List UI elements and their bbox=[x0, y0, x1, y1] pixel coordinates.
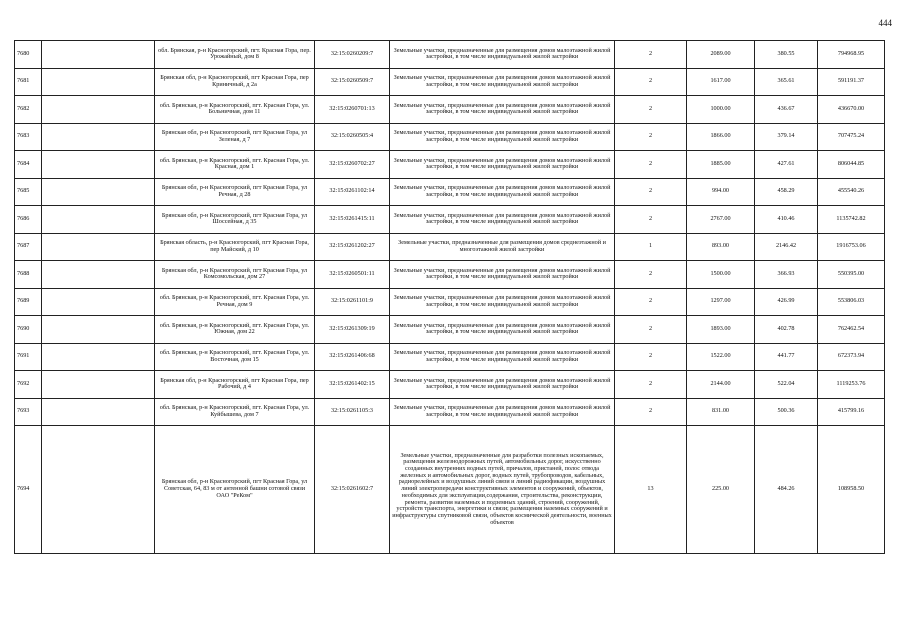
area-cell: 1893.00 bbox=[687, 316, 755, 344]
table-row bbox=[15, 261, 885, 289]
land-use-cell: Земельные участки, предназначенные для размещения домов среднеэтажной и многоэтажной жилой застройки bbox=[390, 233, 615, 261]
category-code-cell: 2 bbox=[615, 123, 687, 151]
cadastral-number-cell: 32:15:0260501:11 bbox=[315, 261, 390, 289]
land-use-cell: Земельные участки, предназначенные для размещения домов малоэтажной жилой застройки, в том числе индивидуальной жилой застройки bbox=[390, 316, 615, 344]
area-cell: 225.00 bbox=[687, 426, 755, 554]
category-code-cell: 2 bbox=[615, 371, 687, 399]
unit-value-cell: 426.99 bbox=[755, 288, 818, 316]
cadastral-number-cell: 32:15:0261202:27 bbox=[315, 233, 390, 261]
cadastral-value-cell: 455540.26 bbox=[818, 178, 885, 206]
land-use-cell: Земельные участки, предназначенные для размещения домов малоэтажной жилой застройки, в том числе индивидуальной жилой застройки bbox=[390, 96, 615, 124]
gap-cell bbox=[42, 288, 155, 316]
table-row bbox=[15, 123, 885, 151]
address-cell: обл. Брянская, р-н Красногорский, пгт. Красная Гора, ул. Куйбышева, дом 7 bbox=[155, 398, 315, 426]
category-code-cell: 2 bbox=[615, 151, 687, 179]
unit-value-cell: 366.93 bbox=[755, 261, 818, 289]
cadastral-value-cell: 436670.00 bbox=[818, 96, 885, 124]
unit-value-cell: 427.61 bbox=[755, 151, 818, 179]
row-number: 7684 bbox=[15, 151, 42, 179]
cadastral-value-cell: 707475.24 bbox=[818, 123, 885, 151]
cadastral-number-cell: 32:15:0260702:27 bbox=[315, 151, 390, 179]
category-code-cell: 2 bbox=[615, 96, 687, 124]
table-row bbox=[15, 398, 885, 426]
cadastral-number-cell: 32:15:0261101:9 bbox=[315, 288, 390, 316]
cadastral-value-cell: 794968.95 bbox=[818, 41, 885, 69]
table-row bbox=[15, 316, 885, 344]
address-cell: обл. Брянская, р-н Красногорский, пгт. Красная Гора, ул. Южная, дом 22 bbox=[155, 316, 315, 344]
cadastral-value-cell: 108958.50 bbox=[818, 426, 885, 554]
cadastral-number-cell: 32:15:0260701:13 bbox=[315, 96, 390, 124]
page-number: 444 bbox=[878, 18, 892, 28]
category-code-cell: 2 bbox=[615, 206, 687, 234]
area-cell: 893.00 bbox=[687, 233, 755, 261]
land-use-cell: Земельные участки, предназначенные для разработки полезных ископаемых, размещения железнодорожных путей, автомобильных дорог, искусственно созданных внутренних водных путей, причалов, пристаней, полос отвода железных и автомобильных дорог, водных путей, трубопроводов, кабельных, радиорелейных и воздушных линий связи и линий радиофикации, воздушных линий электропередачи конструктивных элементов и сооружений, объектов, необходимых для эксплуатации,содержания, строительства, реконструкции, ремонта, развития наземных и подземных зданий, строений, сооружений, устройств транспорта, энергетики и связи; размещения наземных сооружений и инфраструктуры спутниковой связи, объектов космической деятельности, военных объектов bbox=[390, 426, 615, 554]
gap-cell bbox=[42, 426, 155, 554]
category-code-cell: 2 bbox=[615, 261, 687, 289]
row-number: 7687 bbox=[15, 233, 42, 261]
land-use-cell: Земельные участки, предназначенные для размещения домов малоэтажной жилой застройки, в том числе индивидуальной жилой застройки bbox=[390, 261, 615, 289]
address-cell: обл. Брянская, р-н Красногорский, пгт. Красная Гора, ул. Восточная, дом 15 bbox=[155, 343, 315, 371]
unit-value-cell: 522.04 bbox=[755, 371, 818, 399]
area-cell: 1000.00 bbox=[687, 96, 755, 124]
category-code-cell: 2 bbox=[615, 68, 687, 96]
table-row bbox=[15, 343, 885, 371]
row-number: 7681 bbox=[15, 68, 42, 96]
unit-value-cell: 484.26 bbox=[755, 426, 818, 554]
gap-cell bbox=[42, 68, 155, 96]
table-row bbox=[15, 96, 885, 124]
area-cell: 1885.00 bbox=[687, 151, 755, 179]
land-use-cell: Земельные участки, предназначенные для размещения домов малоэтажной жилой застройки, в том числе индивидуальной жилой застройки bbox=[390, 288, 615, 316]
row-number: 7694 bbox=[15, 426, 42, 554]
table-row bbox=[15, 41, 885, 69]
unit-value-cell: 365.61 bbox=[755, 68, 818, 96]
row-number: 7680 bbox=[15, 41, 42, 69]
table-row bbox=[15, 206, 885, 234]
address-cell: Брянская обл, р-н Красногорский, пгт Красная Гора, пер Рабочий, д 4 bbox=[155, 371, 315, 399]
unit-value-cell: 410.46 bbox=[755, 206, 818, 234]
area-cell: 2144.00 bbox=[687, 371, 755, 399]
table-row bbox=[15, 288, 885, 316]
unit-value-cell: 380.55 bbox=[755, 41, 818, 69]
unit-value-cell: 436.67 bbox=[755, 96, 818, 124]
row-number: 7692 bbox=[15, 371, 42, 399]
gap-cell bbox=[42, 371, 155, 399]
category-code-cell: 2 bbox=[615, 288, 687, 316]
cadastral-value-cell: 553806.03 bbox=[818, 288, 885, 316]
cadastral-number-cell: 32:15:0260509:7 bbox=[315, 68, 390, 96]
category-code-cell: 2 bbox=[615, 398, 687, 426]
row-number: 7689 bbox=[15, 288, 42, 316]
gap-cell bbox=[42, 41, 155, 69]
table-row bbox=[15, 426, 885, 554]
gap-cell bbox=[42, 343, 155, 371]
area-cell: 2767.00 bbox=[687, 206, 755, 234]
cadastral-value-cell: 1119253.76 bbox=[818, 371, 885, 399]
address-cell: обл. Брянская, р-н Красногорский, пгт. Красная Гора, ул. Красная, дом 1 bbox=[155, 151, 315, 179]
gap-cell bbox=[42, 96, 155, 124]
category-code-cell: 2 bbox=[615, 316, 687, 344]
category-code-cell: 1 bbox=[615, 233, 687, 261]
gap-cell bbox=[42, 261, 155, 289]
address-cell: обл. Брянская, р-н Красногорский, пгт. Красная Гора, ул. Больничная, дом 11 bbox=[155, 96, 315, 124]
table-row bbox=[15, 371, 885, 399]
address-cell: Брянская обл, р-н Красногорский, пгт Красная Гора, ул Комсомольская, дом 27 bbox=[155, 261, 315, 289]
table-row bbox=[15, 151, 885, 179]
table-row bbox=[15, 178, 885, 206]
gap-cell bbox=[42, 233, 155, 261]
cadastral-value-cell: 806044.85 bbox=[818, 151, 885, 179]
land-use-cell: Земельные участки, предназначенные для размещения домов малоэтажной жилой застройки, в том числе индивидуальной жилой застройки bbox=[390, 178, 615, 206]
cadastral-number-cell: 32:15:0261402:15 bbox=[315, 371, 390, 399]
cadastral-value-cell: 1135742.82 bbox=[818, 206, 885, 234]
unit-value-cell: 2146.42 bbox=[755, 233, 818, 261]
cadastral-value-cell: 1916753.06 bbox=[818, 233, 885, 261]
cadastral-value-cell: 762462.54 bbox=[818, 316, 885, 344]
unit-value-cell: 402.78 bbox=[755, 316, 818, 344]
area-cell: 1500.00 bbox=[687, 261, 755, 289]
row-number: 7686 bbox=[15, 206, 42, 234]
area-cell: 994.00 bbox=[687, 178, 755, 206]
unit-value-cell: 500.36 bbox=[755, 398, 818, 426]
land-use-cell: Земельные участки, предназначенные для размещения домов малоэтажной жилой застройки, в том числе индивидуальной жилой застройки bbox=[390, 68, 615, 96]
area-cell: 831.00 bbox=[687, 398, 755, 426]
category-code-cell: 2 bbox=[615, 41, 687, 69]
land-use-cell: Земельные участки, предназначенные для размещения домов малоэтажной жилой застройки, в том числе индивидуальной жилой застройки bbox=[390, 41, 615, 69]
gap-cell bbox=[42, 206, 155, 234]
area-cell: 1522.00 bbox=[687, 343, 755, 371]
address-cell: Брянская обл, р-н Красногорский, пгт Красная Гора, ул Речная, д 28 bbox=[155, 178, 315, 206]
cadastral-value-cell: 415799.16 bbox=[818, 398, 885, 426]
land-use-cell: Земельные участки, предназначенные для размещения домов малоэтажной жилой застройки, в том числе индивидуальной жилой застройки bbox=[390, 343, 615, 371]
row-number: 7691 bbox=[15, 343, 42, 371]
cadastral-value-cell: 591191.37 bbox=[818, 68, 885, 96]
cadastral-value-cell: 672373.94 bbox=[818, 343, 885, 371]
row-number: 7685 bbox=[15, 178, 42, 206]
cadastral-number-cell: 32:15:0261309:19 bbox=[315, 316, 390, 344]
category-code-cell: 13 bbox=[615, 426, 687, 554]
cadastral-number-cell: 32:15:0261602:7 bbox=[315, 426, 390, 554]
gap-cell bbox=[42, 398, 155, 426]
cadastral-number-cell: 32:15:0261102:14 bbox=[315, 178, 390, 206]
unit-value-cell: 458.29 bbox=[755, 178, 818, 206]
row-number: 7683 bbox=[15, 123, 42, 151]
row-number: 7690 bbox=[15, 316, 42, 344]
cadastral-number-cell: 32:15:0260209:7 bbox=[315, 41, 390, 69]
land-use-cell: Земельные участки, предназначенные для размещения домов малоэтажной жилой застройки, в том числе индивидуальной жилой застройки bbox=[390, 151, 615, 179]
address-cell: Брянская обл, р-н Красногорский, пгт Красная Гора, пер Криничный, д 2а bbox=[155, 68, 315, 96]
row-number: 7682 bbox=[15, 96, 42, 124]
table-row bbox=[15, 233, 885, 261]
cadastral-number-cell: 32:15:0261105:3 bbox=[315, 398, 390, 426]
unit-value-cell: 379.14 bbox=[755, 123, 818, 151]
cadastral-number-cell: 32:15:0261406:68 bbox=[315, 343, 390, 371]
land-use-cell: Земельные участки, предназначенные для размещения домов малоэтажной жилой застройки, в том числе индивидуальной жилой застройки bbox=[390, 123, 615, 151]
area-cell: 2089.00 bbox=[687, 41, 755, 69]
cadastral-number-cell: 32:15:0260505:4 bbox=[315, 123, 390, 151]
table-body bbox=[15, 41, 885, 554]
land-use-cell: Земельные участки, предназначенные для размещения домов малоэтажной жилой застройки, в том числе индивидуальной жилой застройки bbox=[390, 371, 615, 399]
row-number: 7693 bbox=[15, 398, 42, 426]
table-row bbox=[15, 68, 885, 96]
category-code-cell: 2 bbox=[615, 343, 687, 371]
cadastral-value-table bbox=[14, 40, 885, 554]
cadastral-value-cell: 550395.00 bbox=[818, 261, 885, 289]
address-cell: обл. Брянская, р-н Красногорский, пгт. Красная Гора, пер. Урожайный, дом 8 bbox=[155, 41, 315, 69]
address-cell: Брянская обл, р-н Красногорский, пгт Красная Гора, ул Зеленая, д 7 bbox=[155, 123, 315, 151]
address-cell: Брянская обл, р-н Красногорский, пгт Красная Гора, ул Шоссейная, д 35 bbox=[155, 206, 315, 234]
land-use-cell: Земельные участки, предназначенные для размещения домов малоэтажной жилой застройки, в том числе индивидуальной жилой застройки bbox=[390, 398, 615, 426]
address-cell: Брянская область, р-н Красногорский, пгт Красная Гора, пер Майский, д 10 bbox=[155, 233, 315, 261]
gap-cell bbox=[42, 316, 155, 344]
category-code-cell: 2 bbox=[615, 178, 687, 206]
area-cell: 1866.00 bbox=[687, 123, 755, 151]
area-cell: 1297.00 bbox=[687, 288, 755, 316]
cadastral-number-cell: 32:15:0261415:11 bbox=[315, 206, 390, 234]
row-number: 7688 bbox=[15, 261, 42, 289]
gap-cell bbox=[42, 123, 155, 151]
gap-cell bbox=[42, 151, 155, 179]
land-use-cell: Земельные участки, предназначенные для размещения домов малоэтажной жилой застройки, в том числе индивидуальной жилой застройки bbox=[390, 206, 615, 234]
address-cell: Брянская обл, р-н Красногорский, пгт Красная Гора, ул Советская, 64, 83 м от антенной башни сотовой связи ОАО "РеКом" bbox=[155, 426, 315, 554]
gap-cell bbox=[42, 178, 155, 206]
unit-value-cell: 441.77 bbox=[755, 343, 818, 371]
address-cell: обл. Брянская, р-н Красногорский, пгт. Красная Гора, ул. Речная, дом 9 bbox=[155, 288, 315, 316]
area-cell: 1617.00 bbox=[687, 68, 755, 96]
